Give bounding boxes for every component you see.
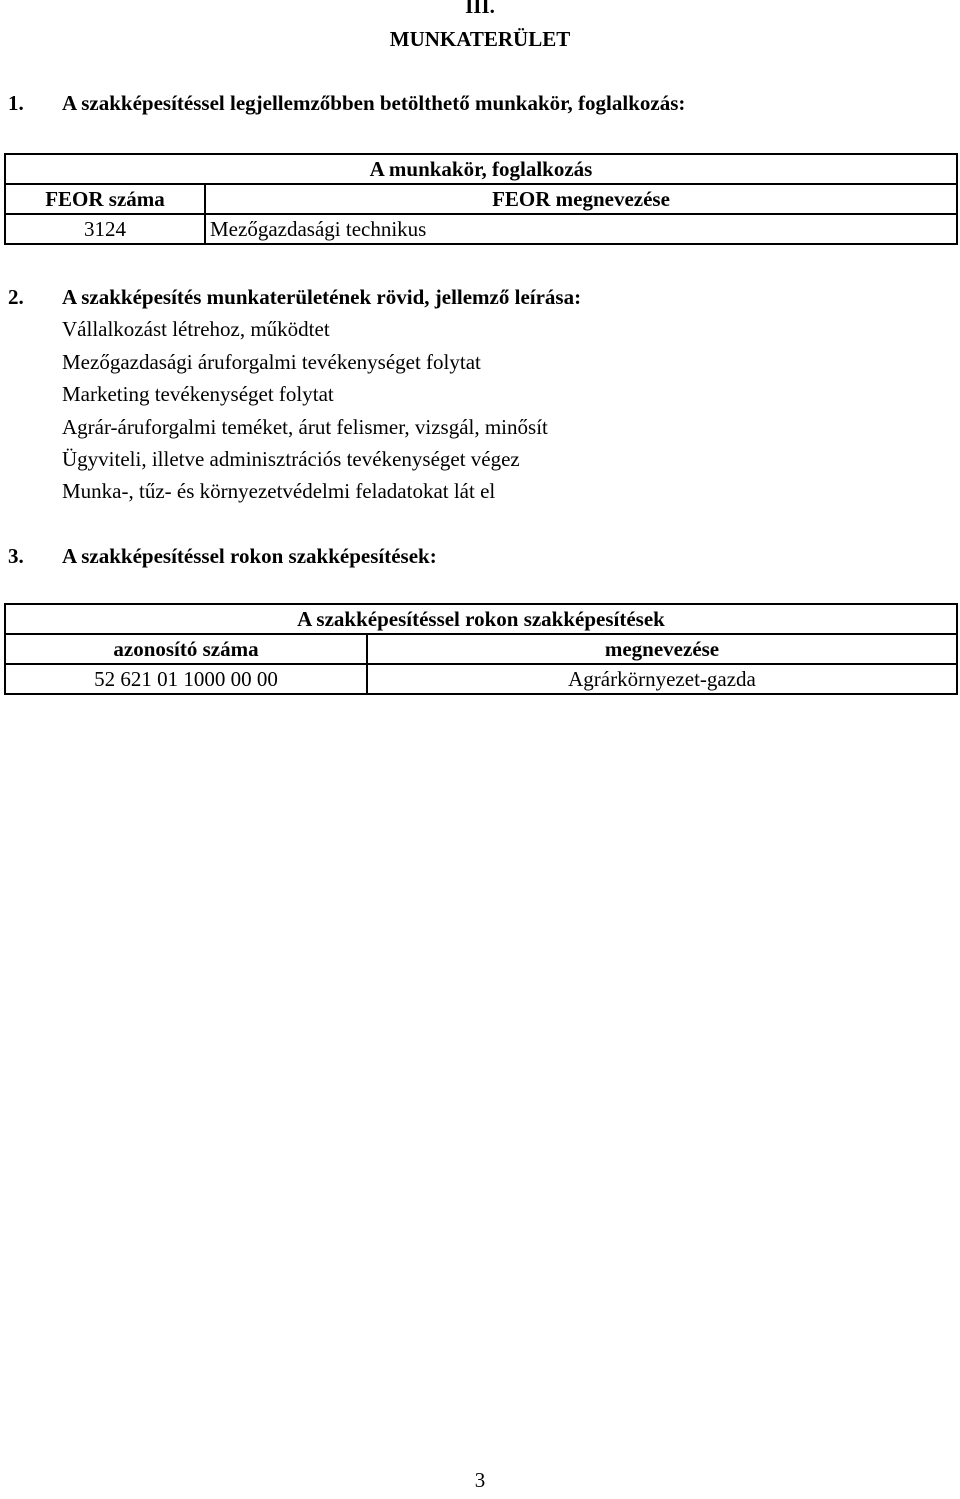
related-table-caption: A szakképesítéssel rokon szakképesítések: [5, 604, 957, 634]
table-row: [5, 214, 957, 244]
related-id-header: azonosító száma: [5, 634, 367, 664]
section3-number: 3.: [8, 544, 24, 568]
feor-name-header: FEOR megnevezése: [205, 184, 957, 214]
feor-name-cell: Mezőgazdasági technikus: [205, 214, 957, 244]
related-name-header: megnevezése: [367, 634, 957, 664]
section2-title: A szakképesítés munkaterületének rövid, jellemző leírása:: [62, 285, 582, 309]
related-name-cell: Agrárkörnyezet-gazda: [367, 664, 957, 694]
feor-code-header: FEOR száma: [5, 184, 205, 214]
chapter-title: MUNKATERÜLET: [389, 27, 571, 51]
description-line: Mezőgazdasági áruforgalmi tevékenységet folytat: [62, 350, 481, 374]
section2-number: 2.: [8, 285, 24, 309]
description-line: Agrár-áruforgalmi teméket, árut felismer, vizsgál, minősít: [62, 415, 548, 439]
description-line: Vállalkozást létrehoz, működtet: [62, 317, 330, 341]
feor-table-caption: A munkakör, foglalkozás: [5, 154, 957, 184]
section1-number: 1.: [8, 91, 24, 115]
description-line: Munka-, tűz- és környezetvédelmi feladatokat lát el: [62, 479, 496, 503]
related-qualifications-table: [4, 603, 958, 695]
page-number: 3: [474, 1468, 486, 1492]
chapter-roman-numeral: III.: [465, 0, 495, 18]
section1-title: A szakképesítéssel legjellemzőbben betölthető munkakör, foglalkozás:: [62, 91, 686, 115]
related-id-cell: 52 621 01 1000 00 00: [5, 664, 367, 694]
feor-table: [4, 153, 958, 245]
description-line: Marketing tevékenységet folytat: [62, 382, 334, 406]
description-line: Ügyviteli, illetve adminisztrációs tevékenységet végez: [62, 447, 520, 471]
feor-code-cell: 3124: [5, 214, 205, 244]
section3-title: A szakképesítéssel rokon szakképesítések:: [62, 544, 437, 568]
table-row: [5, 664, 957, 694]
